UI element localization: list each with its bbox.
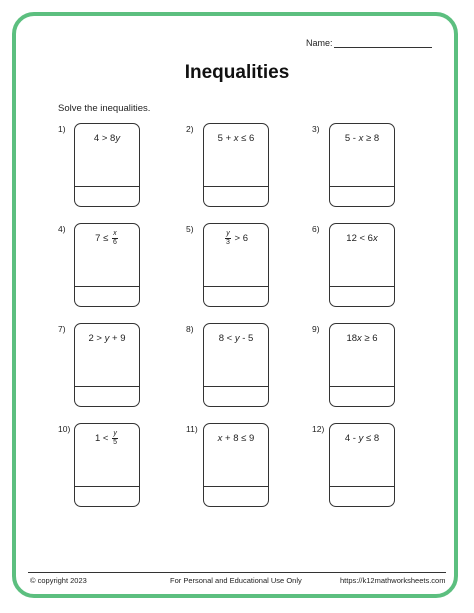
answer-box[interactable] bbox=[75, 387, 139, 406]
answer-box[interactable] bbox=[75, 487, 139, 506]
variable: x bbox=[372, 233, 378, 244]
footer-copyright: © copyright 2023 bbox=[30, 576, 87, 585]
expression-text: 8 < bbox=[218, 333, 235, 344]
problem-number: 6) bbox=[312, 224, 320, 234]
expression-text: ≥ 8 bbox=[363, 133, 380, 144]
fraction-denominator: 3 bbox=[225, 239, 230, 246]
problem-number: 1) bbox=[58, 124, 66, 134]
expression-text: 5 - bbox=[344, 133, 359, 144]
variable: x bbox=[233, 133, 239, 144]
problem-card bbox=[74, 123, 140, 207]
name-label: Name: bbox=[306, 38, 333, 48]
expression-text: 5 + bbox=[217, 133, 234, 144]
problem-number: 2) bbox=[186, 124, 194, 134]
expression-text: 1 < bbox=[94, 433, 112, 445]
work-area[interactable] bbox=[75, 348, 139, 386]
expression-text: - 5 bbox=[239, 333, 254, 344]
work-area[interactable] bbox=[330, 248, 394, 286]
answer-box[interactable] bbox=[204, 387, 268, 406]
problem-number: 5) bbox=[186, 224, 194, 234]
inequality-expression bbox=[330, 333, 394, 344]
inequality-expression bbox=[75, 133, 139, 144]
fraction-denominator: 5 bbox=[113, 439, 118, 446]
instructions: Solve the inequalities. bbox=[58, 103, 151, 114]
fraction bbox=[112, 430, 118, 447]
variable: x bbox=[357, 333, 362, 344]
work-area[interactable] bbox=[75, 148, 139, 186]
inequality-expression bbox=[330, 433, 394, 444]
problem-number: 10) bbox=[58, 424, 71, 434]
variable: y bbox=[234, 333, 240, 344]
problem-number: 4) bbox=[58, 224, 66, 234]
expression-text: + 9 bbox=[109, 333, 126, 344]
problem-card bbox=[329, 323, 395, 407]
expression-text: 4 - bbox=[344, 433, 359, 444]
problem-card bbox=[329, 423, 395, 507]
problem-number: 8) bbox=[186, 324, 194, 334]
problem-card bbox=[203, 223, 269, 307]
answer-box[interactable] bbox=[204, 187, 268, 206]
work-area[interactable] bbox=[75, 448, 139, 486]
variable: x bbox=[358, 133, 364, 144]
answer-box[interactable] bbox=[330, 487, 394, 506]
inequality-expression bbox=[75, 230, 139, 247]
answer-box[interactable] bbox=[75, 187, 139, 206]
answer-box[interactable] bbox=[330, 187, 394, 206]
footer-usage: For Personal and Educational Use Only bbox=[170, 576, 302, 585]
fraction bbox=[112, 230, 118, 247]
variable: y bbox=[358, 433, 364, 444]
expression-text: 12 < 6 bbox=[346, 233, 373, 244]
problem-number: 3) bbox=[312, 124, 320, 134]
fraction-denominator: 6 bbox=[112, 239, 117, 246]
problem-card bbox=[203, 423, 269, 507]
answer-box[interactable] bbox=[204, 487, 268, 506]
problem-card bbox=[74, 223, 140, 307]
inequality-expression bbox=[330, 133, 394, 144]
problem-card bbox=[203, 123, 269, 207]
answer-box[interactable] bbox=[204, 287, 268, 306]
page-title: Inequalities bbox=[184, 62, 290, 83]
problem-card bbox=[74, 423, 140, 507]
fraction-numerator: y bbox=[113, 430, 117, 437]
expression-text: ≤ 6 bbox=[238, 133, 255, 144]
inequality-expression bbox=[204, 433, 268, 444]
inequality-expression bbox=[204, 333, 268, 344]
problem-card bbox=[74, 323, 140, 407]
expression-text: 7 ≤ bbox=[95, 233, 111, 245]
problem-card bbox=[329, 223, 395, 307]
fraction-numerator: x bbox=[113, 230, 117, 237]
fraction bbox=[225, 230, 231, 247]
inequality-expression bbox=[75, 333, 139, 344]
inequality-expression bbox=[204, 230, 268, 247]
work-area[interactable] bbox=[204, 148, 268, 186]
work-area[interactable] bbox=[204, 448, 268, 486]
problem-card bbox=[329, 123, 395, 207]
answer-box[interactable] bbox=[330, 387, 394, 406]
expression-text: 4 > 8 bbox=[93, 133, 116, 144]
variable: y bbox=[104, 333, 110, 344]
expression-text: ≤ 8 bbox=[363, 433, 380, 444]
work-area[interactable] bbox=[330, 348, 394, 386]
inequality-expression bbox=[204, 133, 268, 144]
work-area[interactable] bbox=[330, 448, 394, 486]
variable: y bbox=[115, 133, 121, 144]
variable: x bbox=[217, 433, 223, 444]
expression-text: 2 > bbox=[88, 333, 105, 344]
name-input-line[interactable] bbox=[334, 47, 432, 48]
inequality-expression bbox=[330, 233, 394, 244]
footer-divider bbox=[28, 572, 446, 573]
problem-card bbox=[203, 323, 269, 407]
expression-text: ≥ 6 bbox=[361, 333, 378, 344]
answer-box[interactable] bbox=[75, 287, 139, 306]
expression-text: + 8 ≤ 9 bbox=[222, 433, 255, 444]
work-area[interactable] bbox=[330, 148, 394, 186]
expression-text: 18 bbox=[346, 333, 358, 344]
problem-number: 9) bbox=[312, 324, 320, 334]
footer-url[interactable]: https://k12mathworksheets.com bbox=[340, 576, 446, 585]
expression-text: > 6 bbox=[231, 233, 249, 245]
answer-box[interactable] bbox=[330, 287, 394, 306]
problem-number: 7) bbox=[58, 324, 66, 334]
problem-number: 11) bbox=[186, 424, 198, 434]
fraction-numerator: y bbox=[226, 230, 230, 237]
work-area[interactable] bbox=[204, 348, 268, 386]
inequality-expression bbox=[75, 430, 139, 447]
work-area[interactable] bbox=[75, 248, 139, 286]
work-area[interactable] bbox=[204, 248, 268, 286]
problem-number: 12) bbox=[312, 424, 325, 434]
